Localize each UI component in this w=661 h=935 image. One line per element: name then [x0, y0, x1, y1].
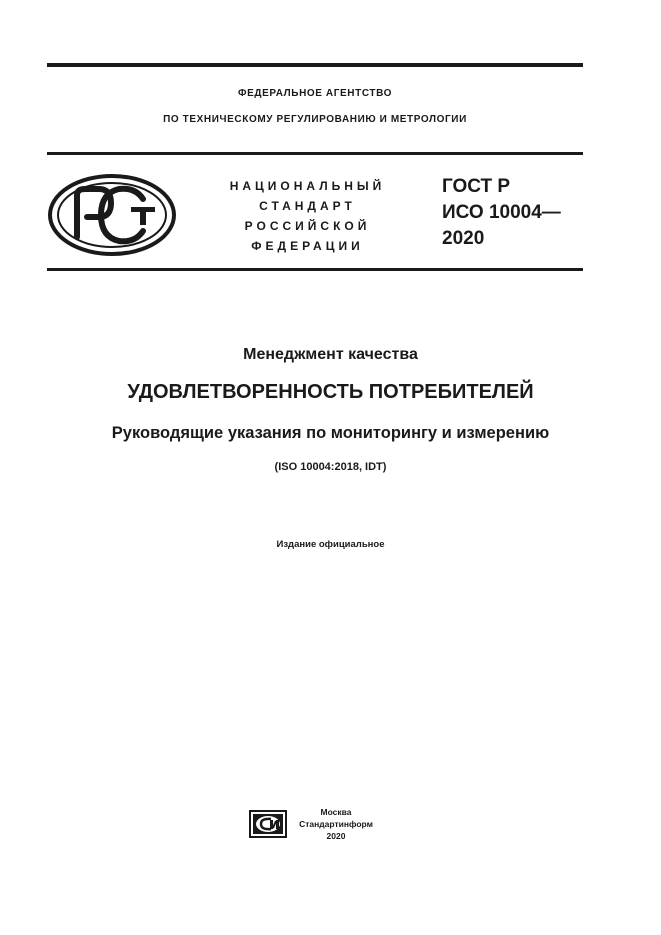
iso-reference: (ISO 10004:2018, IDT) — [274, 461, 387, 473]
standard-number — [442, 174, 582, 252]
agency-name-line1: ФЕДЕРАЛЬНОЕ АГЕНТСТВО — [237, 88, 393, 99]
agency-name-line2: ПО ТЕХНИЧЕСКОМУ РЕГУЛИРОВАНИЮ И МЕТРОЛОГИИ — [163, 114, 467, 125]
publisher-city: Москва — [320, 807, 352, 817]
standard-number-line: 2020 — [442, 228, 485, 249]
national-standard-label — [205, 176, 410, 256]
topic-title: Менеджмент качества — [243, 346, 418, 363]
standard-number-line: ГОСТ Р — [442, 176, 511, 197]
header-rule — [47, 152, 583, 155]
subtitle: Руководящие указания по мониторингу и измерению — [111, 424, 550, 442]
main-title: УДОВЛЕТВОРЕННОСТЬ ПОТРЕБИТЕЛЕЙ — [127, 381, 534, 403]
publisher-info — [294, 806, 378, 842]
standartinform-logo — [249, 810, 287, 838]
standard-block-rule — [47, 268, 583, 271]
national-line: СТАНДАРТ — [259, 199, 356, 213]
national-line: ФЕДЕРАЦИИ — [251, 239, 364, 253]
rostest-logo — [47, 173, 177, 257]
national-line: РОССИЙСКОЙ — [244, 219, 371, 233]
top-rule — [47, 63, 583, 67]
publisher-name: Стандартинформ — [299, 819, 373, 829]
national-line: НАЦИОНАЛЬНЫЙ — [229, 179, 386, 193]
edition-label: Издание официальное — [276, 539, 385, 550]
standard-number-line: ИСО 10004— — [442, 202, 561, 223]
publication-year: 2020 — [326, 831, 346, 841]
